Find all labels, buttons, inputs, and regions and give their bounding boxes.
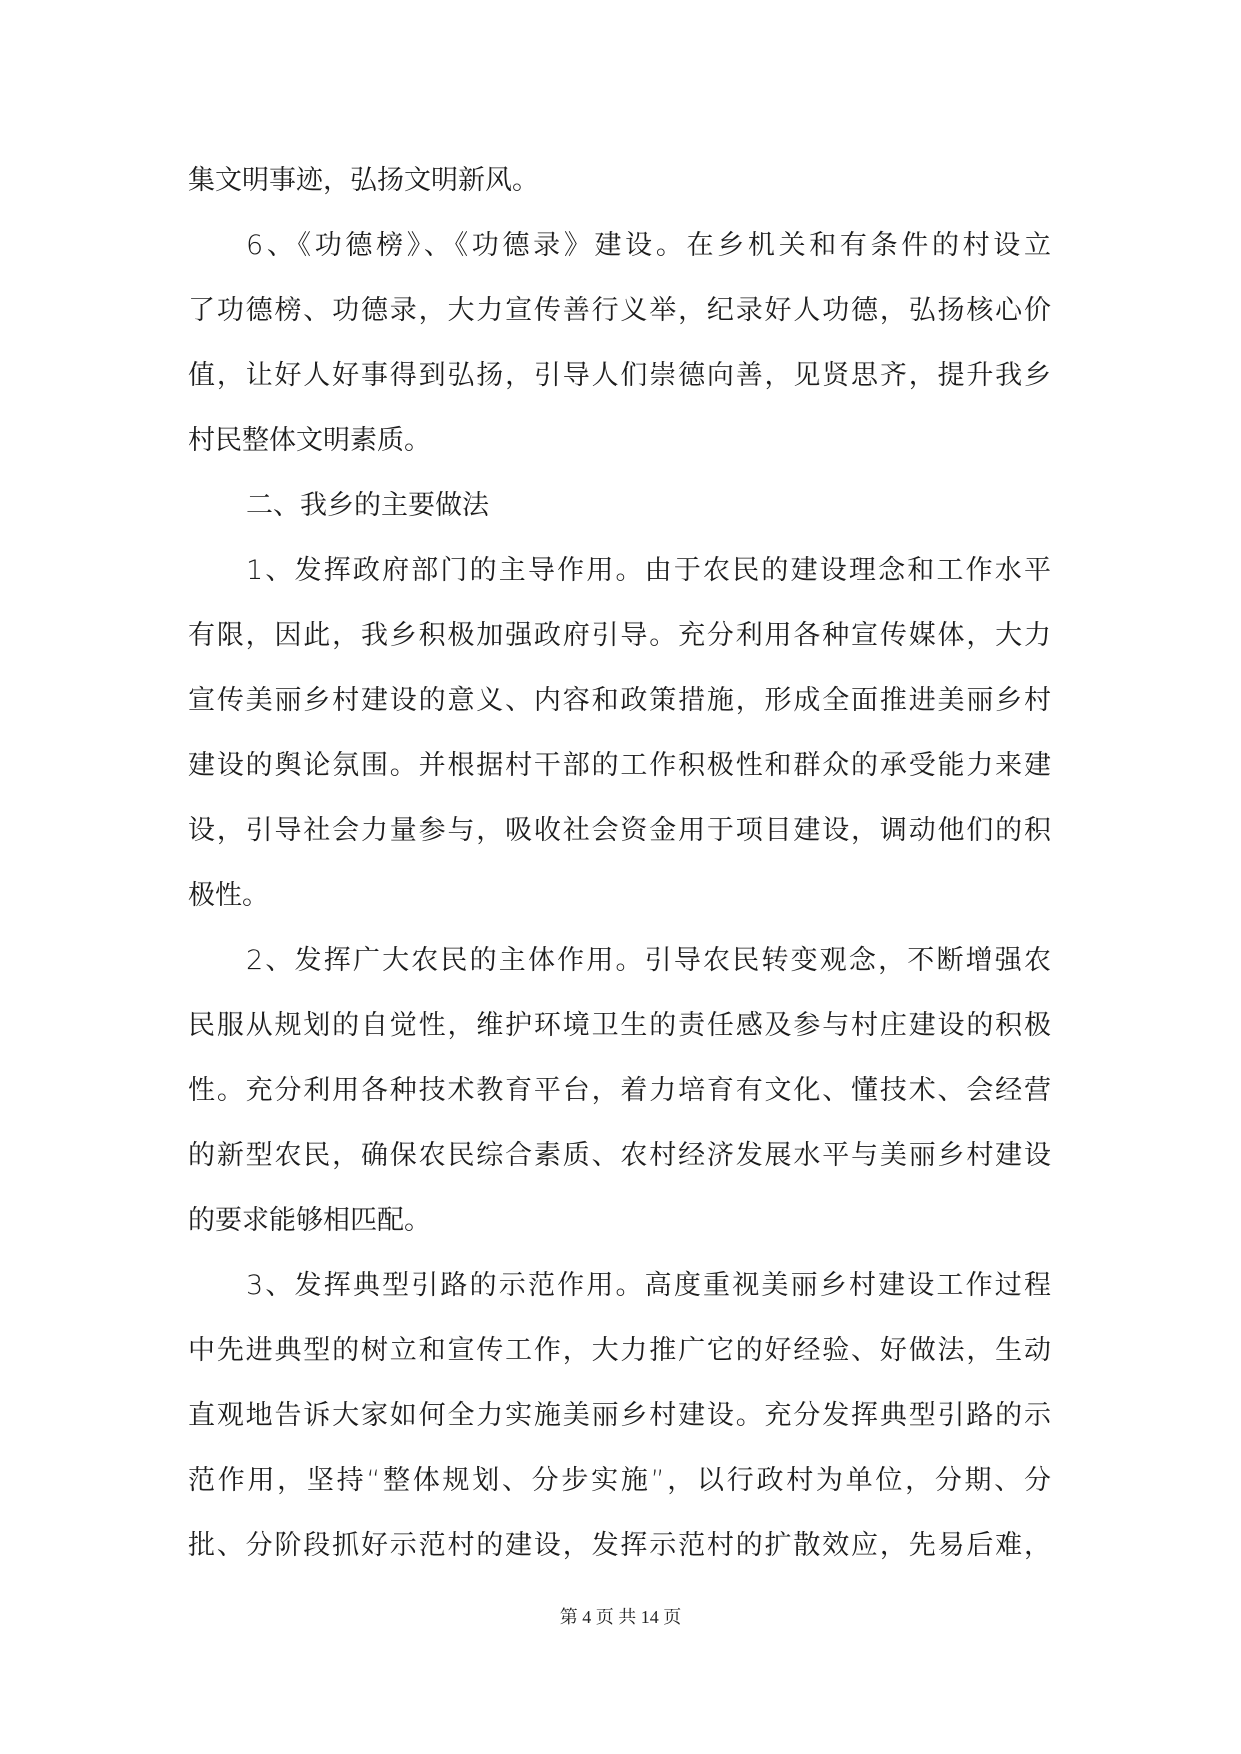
paragraph-line: 有限，因此，我乡积极加强政府引导。充分利用各种宣传媒体，大力 <box>188 620 1051 651</box>
paragraph-line: 值，让好人好事得到弘扬，引导人们崇德向善，见贤思齐，提升我乡 <box>188 360 1051 391</box>
paragraph-line: 设，引导社会力量参与，吸收社会资金用于项目建设，调动他们的积 <box>188 815 1051 846</box>
paragraph-line: 了功德榜、功德录，大力宣传善行义举，纪录好人功德，弘扬核心价 <box>188 295 1051 326</box>
section-heading <box>188 473 1051 538</box>
paragraph-line: 1、发挥政府部门的主导作用。由于农民的建设理念和工作水平 <box>246 555 1051 586</box>
paragraph-line: 直观地告诉大家如何全力实施美丽乡村建设。充分发挥典型引路的示 <box>188 1400 1051 1431</box>
paragraph-item-6 <box>188 213 1051 473</box>
paragraph-line: 极性。 <box>188 880 269 911</box>
paragraph-line: 范作用，坚持“整体规划、分步实施”，以行政村为单位，分期、分 <box>188 1465 1051 1496</box>
paragraph-line: 民服从规划的自觉性，维护环境卫生的责任感及参与村庄建设的积极 <box>188 1010 1051 1041</box>
paragraph-line: 性。充分利用各种技术教育平台，着力培育有文化、懂技术、会经营 <box>188 1075 1051 1106</box>
paragraph-line: 集文明事迹，弘扬文明新风。 <box>188 165 539 196</box>
paragraph-continuation <box>188 148 1051 213</box>
paragraph-line: 2、发挥广大农民的主体作用。引导农民转变观念，不断增强农 <box>246 945 1051 976</box>
paragraph-line: 村民整体文明素质。 <box>188 425 431 456</box>
paragraph-item-1 <box>188 538 1051 928</box>
paragraph-line: 宣传美丽乡村建设的意义、内容和政策措施，形成全面推进美丽乡村 <box>188 685 1051 716</box>
paragraph-line: 的要求能够相匹配。 <box>188 1205 431 1236</box>
paragraph-line: 的新型农民，确保农民综合素质、农村经济发展水平与美丽乡村建设 <box>188 1140 1051 1171</box>
paragraph-line: 6、《功德榜》、《功德录》建设。在乡机关和有条件的村设立 <box>246 230 1051 261</box>
page-footer: 第 4 页 共 14 页 <box>559 1607 682 1627</box>
paragraph-item-3 <box>188 1253 1051 1578</box>
paragraph-item-2 <box>188 928 1051 1253</box>
paragraph-line: 批、分阶段抓好示范村的建设，发挥示范村的扩散效应，先易后难， <box>188 1530 1051 1561</box>
paragraph-line: 建设的舆论氛围。并根据村干部的工作积极性和群众的承受能力来建 <box>188 750 1051 781</box>
section-heading-text: 二、我乡的主要做法 <box>246 490 489 521</box>
paragraph-line: 3、发挥典型引路的示范作用。高度重视美丽乡村建设工作过程 <box>246 1270 1051 1301</box>
paragraph-line: 中先进典型的树立和宣传工作，大力推广它的好经验、好做法，生动 <box>188 1335 1051 1366</box>
document-body <box>188 148 1051 1578</box>
